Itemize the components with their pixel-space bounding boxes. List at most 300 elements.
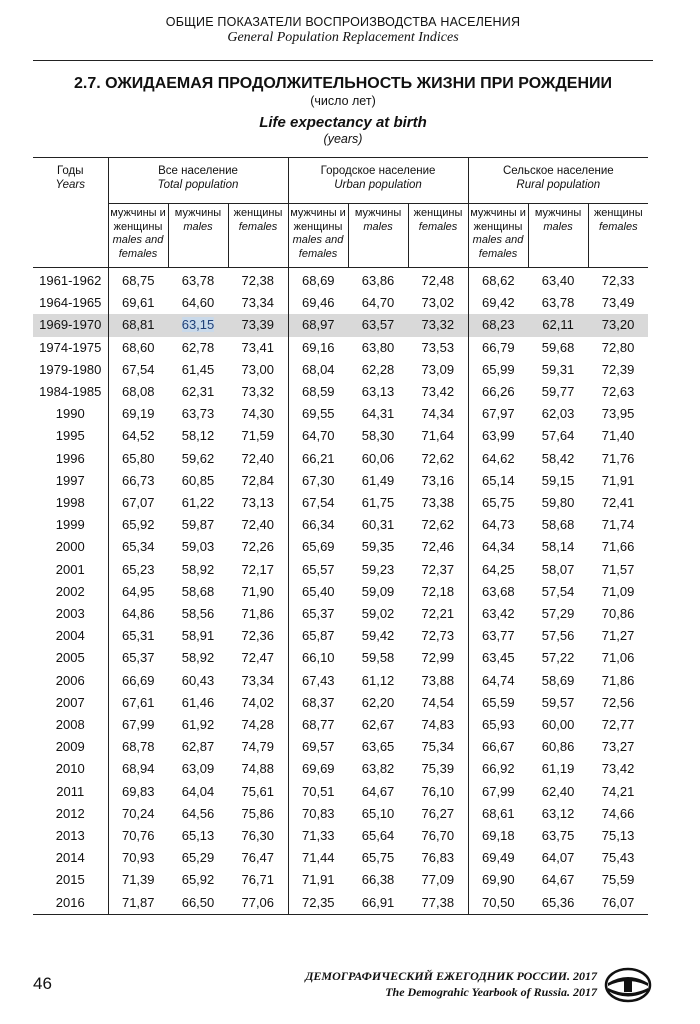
cell-text: 68,75 <box>121 273 155 288</box>
value-cell <box>588 470 648 492</box>
cell-text: 60,86 <box>541 739 575 755</box>
cell-text: 66,34 <box>302 517 335 533</box>
value-cell <box>408 581 468 603</box>
value-cell <box>468 625 528 647</box>
value-cell <box>348 492 408 514</box>
value-cell <box>348 647 408 669</box>
cell-text: 72,47 <box>241 650 275 666</box>
value-cell <box>468 268 528 293</box>
cell-text: 69,61 <box>121 295 155 311</box>
value-cell <box>288 314 348 336</box>
cell-text: 77,09 <box>421 872 455 888</box>
cell-text: 67,61 <box>121 694 155 710</box>
value-cell <box>348 892 408 915</box>
cell-text: 66,79 <box>482 339 515 355</box>
footer-en: The Demograhic Yearbook of Russia. 2017 <box>385 985 597 999</box>
cell-text: 66,91 <box>361 894 395 910</box>
value-cell <box>348 603 408 625</box>
cell-text: 58,07 <box>541 561 575 577</box>
cell-text: 74,34 <box>421 406 455 422</box>
year-cell <box>33 425 108 447</box>
value-cell <box>168 803 228 825</box>
cell-text: 71,86 <box>241 606 275 622</box>
value-cell <box>408 425 468 447</box>
cell-text: 64,95 <box>121 583 155 599</box>
cell-text: 62,20 <box>361 694 395 710</box>
value-cell <box>108 448 168 470</box>
cell-text: 71,40 <box>601 428 635 444</box>
value-cell <box>348 847 408 869</box>
cell-text: 61,75 <box>361 495 395 511</box>
value-cell <box>528 781 588 803</box>
cell-text: 61,92 <box>181 717 215 733</box>
value-cell <box>108 625 168 647</box>
cell-text: 73,02 <box>421 295 455 311</box>
value-cell <box>408 736 468 758</box>
year-cell <box>33 625 108 647</box>
value-cell <box>528 514 588 536</box>
cell-text: 72,21 <box>421 606 455 622</box>
value-cell <box>468 381 528 403</box>
table-row <box>33 403 648 425</box>
value-cell <box>288 581 348 603</box>
cell-text: 72,41 <box>601 495 635 511</box>
value-cell <box>408 758 468 780</box>
cell-text: 72,38 <box>241 273 275 288</box>
value-cell <box>468 492 528 514</box>
cell-text: 59,03 <box>181 539 215 555</box>
cell-text: 75,59 <box>601 872 635 888</box>
sub-header-en: males <box>363 220 393 233</box>
cell-text: 57,54 <box>541 583 575 599</box>
cell-text: 63,99 <box>482 428 515 444</box>
value-cell <box>528 892 588 915</box>
cell-text: 2009 <box>55 739 85 755</box>
cell-text: 76,71 <box>241 872 275 888</box>
table-row <box>33 625 648 647</box>
cell-text: 65,93 <box>482 717 515 733</box>
cell-text: 71,27 <box>601 628 635 644</box>
cell-text: 61,22 <box>181 495 215 511</box>
value-cell <box>588 514 648 536</box>
value-cell <box>528 625 588 647</box>
value-cell <box>168 268 228 293</box>
cell-text: 58,68 <box>541 517 575 533</box>
value-cell <box>468 536 528 558</box>
value-cell <box>168 492 228 514</box>
value-cell <box>288 514 348 536</box>
value-cell <box>528 292 588 314</box>
value-cell <box>348 781 408 803</box>
cell-text: 68,04 <box>302 361 335 377</box>
value-cell <box>528 692 588 714</box>
value-cell <box>168 425 228 447</box>
value-cell <box>468 670 528 692</box>
cell-text: 71,87 <box>121 894 155 910</box>
cell-text: 72,26 <box>241 539 275 555</box>
cell-text: 1961-1962 <box>39 273 102 288</box>
value-cell <box>588 647 648 669</box>
value-cell <box>108 581 168 603</box>
table-title-block <box>33 74 653 147</box>
cell-text: 76,83 <box>421 850 455 866</box>
cell-text: 73,88 <box>421 672 455 688</box>
value-cell <box>588 448 648 470</box>
cell-text: 2014 <box>55 850 85 866</box>
value-cell <box>228 448 288 470</box>
sub-header-ru: женщины <box>233 207 283 219</box>
table-row <box>33 714 648 736</box>
value-cell <box>408 292 468 314</box>
value-cell <box>228 670 288 692</box>
value-cell <box>348 514 408 536</box>
sub-header-en: males <box>543 220 573 233</box>
cell-text: 72,73 <box>421 628 455 644</box>
group-header-rural <box>468 158 648 204</box>
cell-text: 2016 <box>55 894 85 910</box>
value-cell <box>588 825 648 847</box>
value-cell <box>588 803 648 825</box>
cell-text: 2004 <box>55 628 85 644</box>
cell-text: 64,52 <box>121 428 155 444</box>
value-cell <box>408 714 468 736</box>
value-cell <box>588 314 648 336</box>
years-header-ru: Годы <box>56 165 84 177</box>
cell-text: 73,20 <box>601 317 635 333</box>
cell-text: 67,07 <box>121 495 155 511</box>
cell-text: 77,06 <box>241 894 275 910</box>
sub-header-females <box>588 204 648 268</box>
value-cell <box>528 403 588 425</box>
value-cell <box>528 381 588 403</box>
cell-text: 65,13 <box>181 828 215 844</box>
year-cell <box>33 647 108 669</box>
value-cell <box>168 292 228 314</box>
value-cell <box>468 847 528 869</box>
value-cell <box>348 470 408 492</box>
cell-text: 72,40 <box>241 450 275 466</box>
value-cell <box>288 337 348 359</box>
sub-header-males <box>348 204 408 268</box>
cell-text: 2015 <box>55 872 85 888</box>
table-row <box>33 781 648 803</box>
value-cell <box>468 403 528 425</box>
cell-text: 57,22 <box>541 650 575 666</box>
cell-text: 72,39 <box>601 361 635 377</box>
cell-text: 59,62 <box>181 450 215 466</box>
value-cell <box>408 692 468 714</box>
value-cell <box>168 359 228 381</box>
value-cell <box>408 781 468 803</box>
table-row <box>33 647 648 669</box>
cell-text: 71,86 <box>601 672 635 688</box>
value-cell <box>168 825 228 847</box>
cell-text: 64,56 <box>181 805 215 821</box>
table-row <box>33 470 648 492</box>
value-cell <box>228 736 288 758</box>
cell-text: 62,31 <box>181 384 215 400</box>
value-cell <box>288 692 348 714</box>
value-cell <box>168 603 228 625</box>
cell-text: 72,35 <box>302 894 335 910</box>
value-cell <box>588 847 648 869</box>
cell-text: 62,11 <box>542 317 574 333</box>
value-cell <box>528 536 588 558</box>
value-cell <box>588 359 648 381</box>
years-header <box>33 158 108 268</box>
cell-text: 59,02 <box>361 606 395 622</box>
cell-text: 59,42 <box>361 628 395 644</box>
cell-text: 65,59 <box>482 694 515 710</box>
cell-text: 63,13 <box>361 384 395 400</box>
cell-text: 1969-1970 <box>39 317 102 333</box>
cell-text: 65,34 <box>121 539 155 555</box>
value-cell <box>528 825 588 847</box>
value-cell <box>108 869 168 891</box>
table-row <box>33 337 648 359</box>
cell-text: 74,02 <box>241 694 275 710</box>
cell-text: 69,57 <box>302 739 335 755</box>
cell-text: 64,70 <box>361 295 395 311</box>
table-row <box>33 803 648 825</box>
cell-text: 64,31 <box>361 406 395 422</box>
value-cell <box>228 603 288 625</box>
cell-text: 70,86 <box>601 606 635 622</box>
value-cell <box>168 559 228 581</box>
value-cell <box>228 425 288 447</box>
value-cell <box>468 869 528 891</box>
life-expectancy-table <box>33 157 648 915</box>
value-cell <box>348 536 408 558</box>
table-row <box>33 581 648 603</box>
cell-text: 68,97 <box>302 317 335 333</box>
cell-text: 71,91 <box>601 472 635 488</box>
value-cell <box>588 381 648 403</box>
year-cell <box>33 492 108 514</box>
cell-text: 67,99 <box>482 783 515 799</box>
value-cell <box>348 381 408 403</box>
cell-text: 73,41 <box>241 339 275 355</box>
cell-text: 65,29 <box>181 850 215 866</box>
value-cell <box>168 448 228 470</box>
cell-text: 64,04 <box>181 783 215 799</box>
sub-header-females <box>408 204 468 268</box>
value-cell <box>408 359 468 381</box>
value-cell <box>228 359 288 381</box>
cell-text: 59,77 <box>541 384 575 400</box>
value-cell <box>408 314 468 336</box>
value-cell <box>528 448 588 470</box>
value-cell <box>528 647 588 669</box>
cell-text: 68,78 <box>121 739 155 755</box>
cell-text: 65,57 <box>302 561 335 577</box>
sub-header-males <box>168 204 228 268</box>
cell-text: 71,90 <box>241 583 275 599</box>
value-cell <box>168 337 228 359</box>
cell-text: 60,31 <box>361 517 395 533</box>
value-cell <box>228 337 288 359</box>
table-row <box>33 869 648 891</box>
cell-text: 64,62 <box>482 450 515 466</box>
cell-text: 1979-1980 <box>39 361 102 377</box>
value-cell <box>528 359 588 381</box>
value-cell <box>528 314 588 336</box>
sub-header-ru: мужчины и женщины <box>110 207 166 233</box>
value-cell <box>168 692 228 714</box>
table-row <box>33 536 648 558</box>
value-cell <box>168 625 228 647</box>
year-cell <box>33 869 108 891</box>
cell-text: 66,38 <box>361 872 395 888</box>
year-cell <box>33 536 108 558</box>
cell-text: 66,92 <box>482 761 515 777</box>
value-cell <box>408 825 468 847</box>
cell-text: 74,30 <box>241 406 275 422</box>
value-cell <box>408 337 468 359</box>
cell-text: 1964-1965 <box>39 295 102 311</box>
cell-text: 72,40 <box>241 517 275 533</box>
cell-text: 72,62 <box>421 517 455 533</box>
cell-text: 59,31 <box>541 361 575 377</box>
cell-text: 58,42 <box>541 450 575 466</box>
cell-text: 65,10 <box>361 805 395 821</box>
cell-text: 73,42 <box>421 384 455 400</box>
value-cell <box>288 803 348 825</box>
value-cell <box>588 869 648 891</box>
table-row <box>33 603 648 625</box>
value-cell <box>108 470 168 492</box>
cell-text: 68,77 <box>302 717 335 733</box>
value-cell <box>168 403 228 425</box>
cell-text: 63,78 <box>181 273 215 288</box>
sub-header-both <box>108 204 168 268</box>
value-cell <box>288 381 348 403</box>
cell-text: 64,73 <box>482 517 515 533</box>
cell-text: 66,50 <box>181 894 215 910</box>
value-cell <box>348 292 408 314</box>
cell-text: 68,60 <box>121 339 155 355</box>
value-cell <box>408 268 468 293</box>
cell-text: 69,46 <box>302 295 335 311</box>
value-cell <box>408 559 468 581</box>
cell-text: 2003 <box>55 606 85 622</box>
sub-header-both <box>288 204 348 268</box>
cell-text: 72,63 <box>601 384 635 400</box>
cell-text: 61,49 <box>361 472 395 488</box>
group-header-ru: Сельское население <box>502 165 614 177</box>
value-cell <box>588 892 648 915</box>
group-header-en: Urban population <box>334 179 422 191</box>
sub-header-ru: мужчины <box>354 207 402 219</box>
value-cell <box>168 736 228 758</box>
value-cell <box>348 758 408 780</box>
value-cell <box>228 647 288 669</box>
value-cell <box>468 758 528 780</box>
year-cell <box>33 736 108 758</box>
cell-text: 63,65 <box>361 739 395 755</box>
value-cell <box>108 337 168 359</box>
sub-header-en: females <box>418 220 458 233</box>
value-cell <box>528 492 588 514</box>
year-cell <box>33 559 108 581</box>
value-cell <box>228 268 288 293</box>
cell-text: 66,67 <box>482 739 515 755</box>
value-cell <box>168 869 228 891</box>
cell-text: 64,67 <box>541 872 575 888</box>
sub-header-ru: мужчины и женщины <box>470 207 526 233</box>
cell-text: 62,78 <box>181 339 215 355</box>
cell-text: 70,51 <box>302 783 335 799</box>
cell-text: 73,27 <box>601 739 635 755</box>
table-row <box>33 359 648 381</box>
cell-text: 73,13 <box>241 495 275 511</box>
value-cell <box>108 536 168 558</box>
value-cell <box>348 559 408 581</box>
value-cell <box>408 869 468 891</box>
cell-text: 63,78 <box>541 295 575 311</box>
cell-text: 67,97 <box>482 406 515 422</box>
cell-text: 65,69 <box>302 539 335 555</box>
cell-text: 65,92 <box>121 517 155 533</box>
cell-text: 70,76 <box>121 828 155 844</box>
sub-header-ru: мужчины <box>534 207 582 219</box>
value-cell <box>588 758 648 780</box>
cell-text: 63,45 <box>482 650 515 666</box>
cell-text: 67,43 <box>302 672 335 688</box>
cell-text: 69,49 <box>482 850 515 866</box>
value-cell <box>348 581 408 603</box>
value-cell <box>468 425 528 447</box>
group-header-urban <box>288 158 468 204</box>
cell-text: 58,92 <box>181 561 215 577</box>
year-cell <box>33 714 108 736</box>
value-cell <box>468 559 528 581</box>
years-header-en: Years <box>55 179 85 191</box>
footer-ru: ДЕМОГРАФИЧЕСКИЙ ЕЖЕГОДНИК РОССИИ. 2017 <box>305 969 597 983</box>
cell-text: 58,56 <box>181 606 215 622</box>
cell-text: 71,64 <box>421 428 455 444</box>
cell-text: 65,23 <box>121 561 155 577</box>
value-cell <box>108 714 168 736</box>
value-cell <box>228 825 288 847</box>
cell-text: 2007 <box>55 694 85 710</box>
table-row <box>33 381 648 403</box>
table-row <box>33 268 648 293</box>
cell-text: 73,49 <box>601 295 635 311</box>
cell-text: 64,25 <box>482 561 515 577</box>
table-row <box>33 559 648 581</box>
cell-text: 65,31 <box>121 628 155 644</box>
cell-text: 59,15 <box>541 472 575 488</box>
table-row <box>33 514 648 536</box>
table-row <box>33 692 648 714</box>
value-cell <box>288 603 348 625</box>
value-cell <box>468 448 528 470</box>
value-cell <box>228 470 288 492</box>
cell-text: 63,09 <box>181 761 215 777</box>
footer <box>250 968 597 1000</box>
cell-text: 66,73 <box>121 472 155 488</box>
cell-text: 77,38 <box>421 894 455 910</box>
cell-text: 58,91 <box>181 628 215 644</box>
cell-text: 63,15 <box>181 317 215 333</box>
value-cell <box>108 825 168 847</box>
running-head <box>33 14 653 46</box>
value-cell <box>228 514 288 536</box>
cell-text: 75,43 <box>601 850 635 866</box>
cell-text: 67,54 <box>302 495 335 511</box>
cell-text: 72,80 <box>601 339 635 355</box>
